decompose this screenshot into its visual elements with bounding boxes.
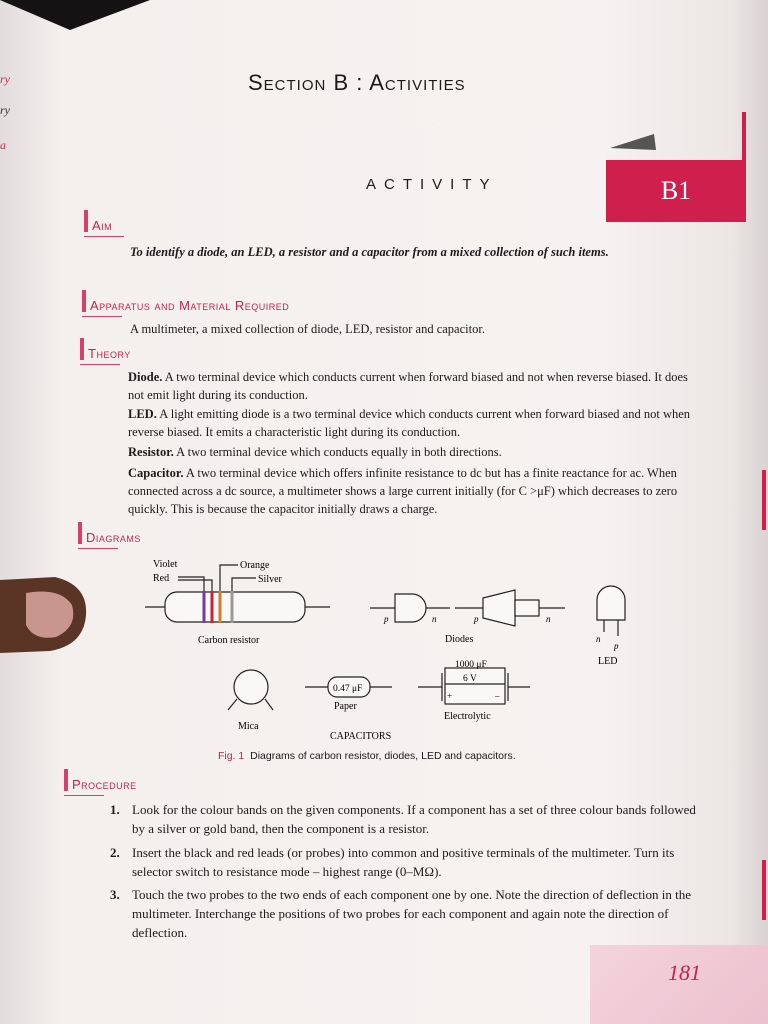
theory-resistor: Resistor. A two terminal device which conducts equally in both directions.: [128, 445, 502, 459]
silver-label: Silver: [258, 574, 282, 585]
orange-label: Orange: [240, 560, 270, 571]
diode1-p-label: p: [384, 614, 389, 624]
theory-led: LED. A light emitting diode is a two terminal device which conducts current when forward biased and not when reverse biased. It emits a characteristic light during its conduction.: [128, 407, 691, 439]
page-corner-shadow: [0, 0, 150, 30]
diode1-n-label: n: [432, 614, 437, 624]
activity-code-badge: B1: [606, 160, 746, 222]
page-number: 181: [668, 960, 701, 985]
plus-label: +: [447, 691, 453, 701]
procedure-heading: Procedure: [72, 777, 137, 792]
figure-number: Fig. 1: [218, 750, 245, 762]
carbon-resistor-label: Carbon resistor: [198, 635, 260, 646]
right-edge-mark: [762, 470, 766, 530]
right-edge-mark: [762, 860, 766, 920]
diode2-p-label: p: [474, 614, 479, 624]
led-n-label: n: [596, 634, 601, 644]
mica-label: Mica: [238, 721, 259, 732]
theory-capacitor: Capacitor. A two terminal device which offers infinite resistance to dc but has a finite reactance for ac. When connected across a dc source, a multimeter shows a large current initially (for C >μF) which decreases to zero quickly. This is because the capacitor initially draws a charge.: [128, 466, 678, 516]
edge-fragment: a: [0, 138, 6, 152]
electrolytic-voltage: 6 V: [463, 674, 477, 684]
textbook-page: ry ry a Section B : Activities ACTIVITY B1 Aim To identify a diode, an LED, a resistor and a capacitor from a mixed collection of such items. Apparatus and Material Required A multimeter, a mixed collection of diode, LED, resistor and capacitor. Theory Diode. A two terminal device which conducts current when forward biased and not when reverse biased. It does not emit light during its conduction. LED. A light emitting diode is a two terminal device which conducts current when forward biased and not when reverse biased. It emits a characteristic light during its conduction. Resistor. A two terminal device which conducts equally in both directions. Capacitor. A two terminal device which offers infinite resistance to dc but has a finite reactance for ac. When connected across a dc source, a multimeter shows a large current initially (for C >μF) which decreases to zero quickly. This is because the capacitor initially draws a charge. Diagrams Violet Red Orange Silver Carbon resistor p n p n Diodes n p LED Mica 0.47 μF Paper 1000 μF 6 V + – Electrolytic CAPACITORS Fig. 1 Diagrams of carbon resistor, diodes, LED and capacitors. Procedure 1. Look for the colour bands on the given components. If a component has a set of three colour bands followed by a silver or gold band, then the component is a resistor. 2. Insert the black and red leads (or probes) into common and positive terminals of the multimeter. Turn its selector switch to resistance mode – highest range (0–MΩ). 3. Touch the two probes to the two ends of each component one by one. Note the direction of deflection in the multimeter. Interchange the positions of two probes for each component and again note the direction of deflection. 181: [0, 0, 768, 1024]
diagrams-heading: Diagrams: [86, 530, 141, 545]
diodes-label: Diodes: [445, 634, 474, 645]
edge-fragment: ry: [0, 103, 10, 117]
electrolytic-label: Electrolytic: [444, 711, 491, 722]
minus-label: –: [495, 691, 500, 701]
diode2-n-label: n: [546, 614, 551, 624]
apparatus-heading: Apparatus and Material Required: [90, 298, 289, 313]
finger-photo: [0, 575, 88, 655]
component-diagrams: [0, 550, 768, 750]
section-title: Section B : Activities: [248, 70, 466, 95]
paper-value: 0.47 μF: [333, 684, 363, 694]
apparatus-text: A multimeter, a mixed collection of diode, LED, resistor and capacitor.: [130, 322, 485, 336]
edge-fragment: ry: [0, 72, 10, 86]
figure-caption: Fig. 1 Diagrams of carbon resistor, diodes, LED and capacitors.: [218, 750, 516, 762]
aim-text: To identify a diode, an LED, a resistor and a capacitor from a mixed collection of such items.: [130, 245, 609, 259]
led-p-label: p: [614, 641, 619, 651]
theory-diode: Diode. A two terminal device which conducts current when forward biased and not when reverse biased. It does not emit light during its conduction.: [128, 370, 688, 402]
hatch-decoration: [610, 132, 658, 152]
red-label: Red: [153, 573, 170, 584]
capacitors-label: CAPACITORS: [330, 731, 392, 742]
violet-label: Violet: [153, 559, 178, 570]
led-label: LED: [598, 656, 618, 667]
aim-heading: Aim: [92, 218, 112, 233]
paper-label: Paper: [334, 701, 357, 712]
theory-heading: Theory: [88, 346, 131, 361]
activity-label: ACTIVITY: [366, 176, 498, 193]
electrolytic-value: 1000 μF: [455, 660, 487, 670]
